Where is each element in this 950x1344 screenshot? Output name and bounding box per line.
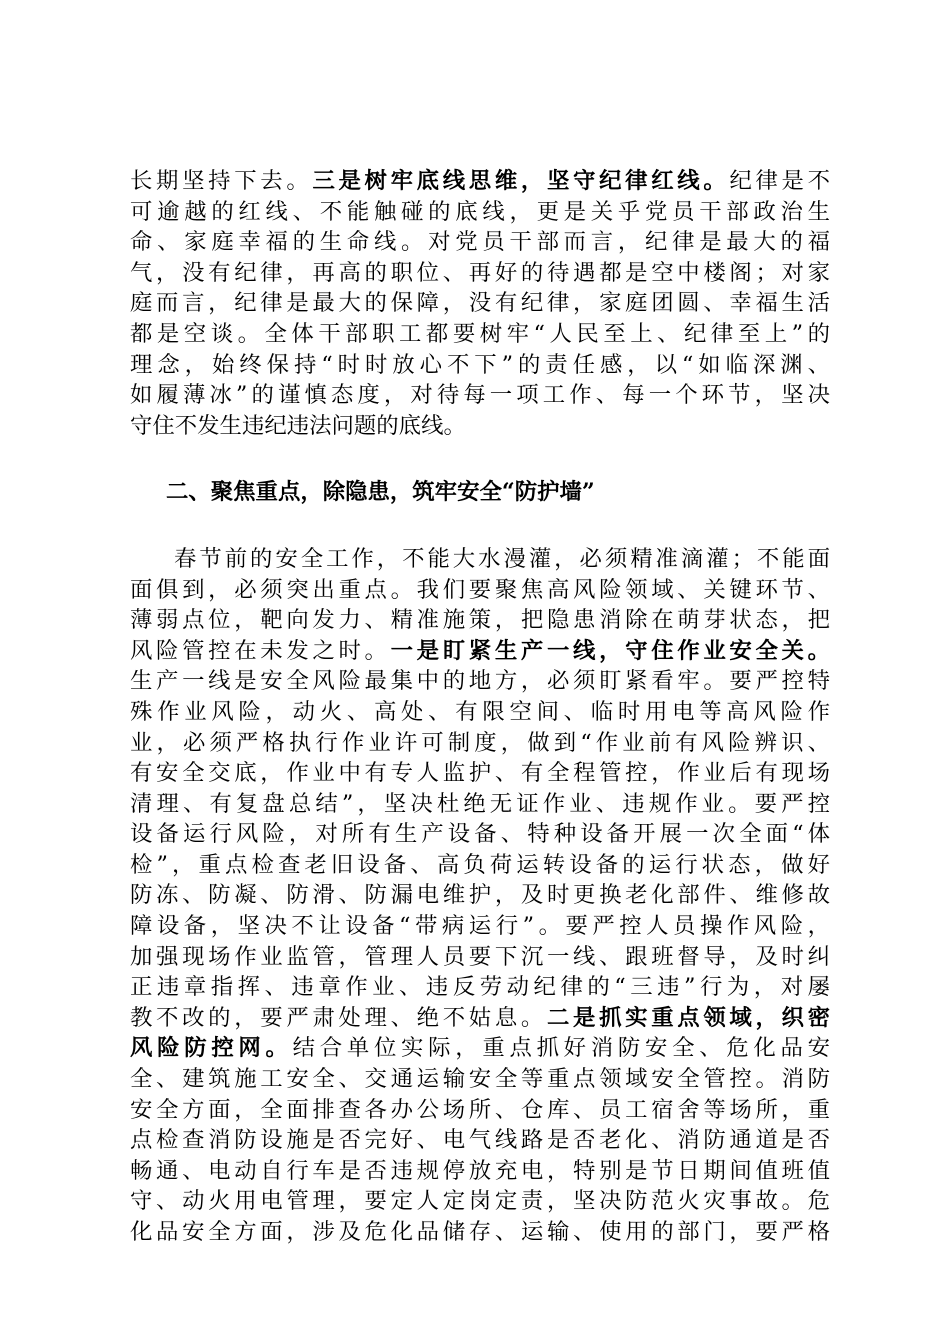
bold-run: 二是抓实重点领域，织密 bbox=[547, 1004, 831, 1031]
text-line bbox=[130, 197, 830, 228]
text-line bbox=[130, 758, 830, 789]
text-run: 安全方面，全面排查各办公场所、仓库、员工宿舍等场所，重 bbox=[130, 1096, 830, 1123]
text-line bbox=[130, 1033, 830, 1064]
paragraph-discipline bbox=[130, 166, 830, 441]
text-run: 点检查消防设施是否完好、电气线路是否老化、消防通道是否 bbox=[130, 1127, 830, 1154]
text-run: 设备运行风险，对所有生产设备、特种设备开展一次全面“体 bbox=[130, 821, 830, 848]
text-run: 春节前的安全工作，不能大水漫灌，必须精准滴灌；不能面 bbox=[174, 545, 830, 572]
document-page bbox=[130, 166, 830, 1248]
text-line bbox=[130, 1156, 830, 1187]
text-run: 殊作业风险，动火、高处、有限空间、临时用电等高风险作 bbox=[130, 698, 830, 725]
text-line bbox=[130, 1064, 830, 1095]
text-line bbox=[130, 605, 830, 636]
text-run: 薄弱点位，靶向发力、精准施策，把隐患消除在萌芽状态，把 bbox=[130, 607, 830, 634]
text-run: 有安全交底，作业中有专人监护、有全程管控，作业后有现场 bbox=[130, 760, 830, 787]
text-run: 教不改的，要严肃处理、绝不姑息。 bbox=[130, 1004, 547, 1031]
text-line bbox=[130, 227, 830, 258]
text-run: 生产一线是安全风险最集中的地方，必须盯紧看牢。要严控特 bbox=[130, 668, 830, 695]
text-run: 如履薄冰”的谨慎态度，对待每一项工作、每一个环节，坚决 bbox=[130, 382, 830, 409]
text-run: 守、动火用电管理，要定人定岗定责，坚决防范火灾事故。危 bbox=[130, 1188, 830, 1215]
text-line bbox=[130, 380, 830, 411]
text-line bbox=[130, 166, 830, 197]
text-run: 风险管控在未发之时。 bbox=[130, 637, 391, 664]
text-line bbox=[130, 728, 830, 759]
bold-run: 风险防控网。 bbox=[130, 1035, 293, 1062]
text-line bbox=[130, 1003, 830, 1034]
text-run: 命、家庭幸福的生命线。对党员干部而言，纪律是最大的福 bbox=[130, 229, 830, 256]
text-run: 纪律是不 bbox=[729, 168, 831, 194]
text-line bbox=[130, 575, 830, 606]
bold-run: 三是树牢底线思维，坚守纪律红线。 bbox=[312, 168, 730, 194]
text-run: 加强现场作业监管，管理人员要下沉一线、跟班督导，及时纠 bbox=[130, 943, 830, 970]
text-run: 全、建筑施工安全、交通运输安全等重点领域安全管控。消防 bbox=[130, 1066, 830, 1093]
text-run: 结合单位实际，重点抓好消防安全、危化品安 bbox=[292, 1035, 831, 1062]
text-run: 业，必须严格执行作业许可制度，做到“作业前有风险辨识、 bbox=[130, 729, 830, 756]
section-heading-2: 二、聚焦重点，除隐患，筑牢安全“防护墙” bbox=[166, 479, 595, 506]
text-line bbox=[130, 319, 830, 350]
text-line bbox=[130, 1095, 830, 1126]
text-line bbox=[130, 880, 830, 911]
text-run: 长期坚持下去。 bbox=[130, 168, 313, 194]
text-line bbox=[130, 911, 830, 942]
text-line bbox=[130, 288, 830, 319]
text-line bbox=[130, 972, 830, 1003]
text-line bbox=[130, 411, 830, 442]
text-line bbox=[130, 789, 830, 820]
text-run: 检”，重点检查老旧设备、高负荷运转设备的运行状态，做好 bbox=[130, 851, 830, 878]
text-run: 正违章指挥、违章作业、违反劳动纪律的“三违”行为，对屡 bbox=[130, 974, 830, 1001]
text-line bbox=[130, 636, 830, 667]
text-line bbox=[130, 850, 830, 881]
text-line bbox=[130, 1217, 830, 1248]
text-line bbox=[130, 819, 830, 850]
paragraph-safety-focus bbox=[130, 544, 830, 1248]
text-run: 气，没有纪律，再高的职位、再好的待遇都是空中楼阁；对家 bbox=[130, 259, 830, 286]
text-line bbox=[130, 942, 830, 973]
text-run: 障设备，坚决不让设备“带病运行”。要严控人员操作风险， bbox=[130, 913, 830, 940]
text-run: 化品安全方面，涉及危化品储存、运输、使用的部门，要严格 bbox=[130, 1219, 830, 1245]
text-line bbox=[130, 666, 830, 697]
text-run: 都是空谈。全体干部职工都要树牢“人民至上、纪律至上”的 bbox=[130, 320, 830, 347]
text-line bbox=[130, 544, 830, 575]
text-line bbox=[130, 350, 830, 381]
text-line bbox=[130, 1125, 830, 1156]
text-run: 面俱到，必须突出重点。我们要聚焦高风险领域、关键环节、 bbox=[130, 576, 830, 603]
text-run: 理念，始终保持“时时放心不下”的责任感，以“如临深渊、 bbox=[130, 351, 830, 378]
text-line bbox=[130, 697, 830, 728]
bold-run: 一是盯紧生产一线，守住作业安全关。 bbox=[390, 637, 831, 664]
text-run: 畅通、电动自行车是否违规停放充电，特别是节日期间值班值 bbox=[130, 1157, 830, 1184]
text-line bbox=[130, 258, 830, 289]
text-run: 可逾越的红线、不能触碰的底线，更是关乎党员干部政治生 bbox=[130, 198, 830, 225]
text-run: 守住不发生违纪违法问题的底线。 bbox=[130, 412, 466, 439]
text-run: 庭而言，纪律是最大的保障，没有纪律，家庭团圆、幸福生活 bbox=[130, 290, 830, 317]
text-line bbox=[130, 1186, 830, 1217]
text-run: 防冻、防凝、防滑、防漏电维护，及时更换老化部件、维修故 bbox=[130, 882, 830, 909]
text-run: 清理、有复盘总结”，坚决杜绝无证作业、违规作业。要严控 bbox=[130, 790, 830, 817]
